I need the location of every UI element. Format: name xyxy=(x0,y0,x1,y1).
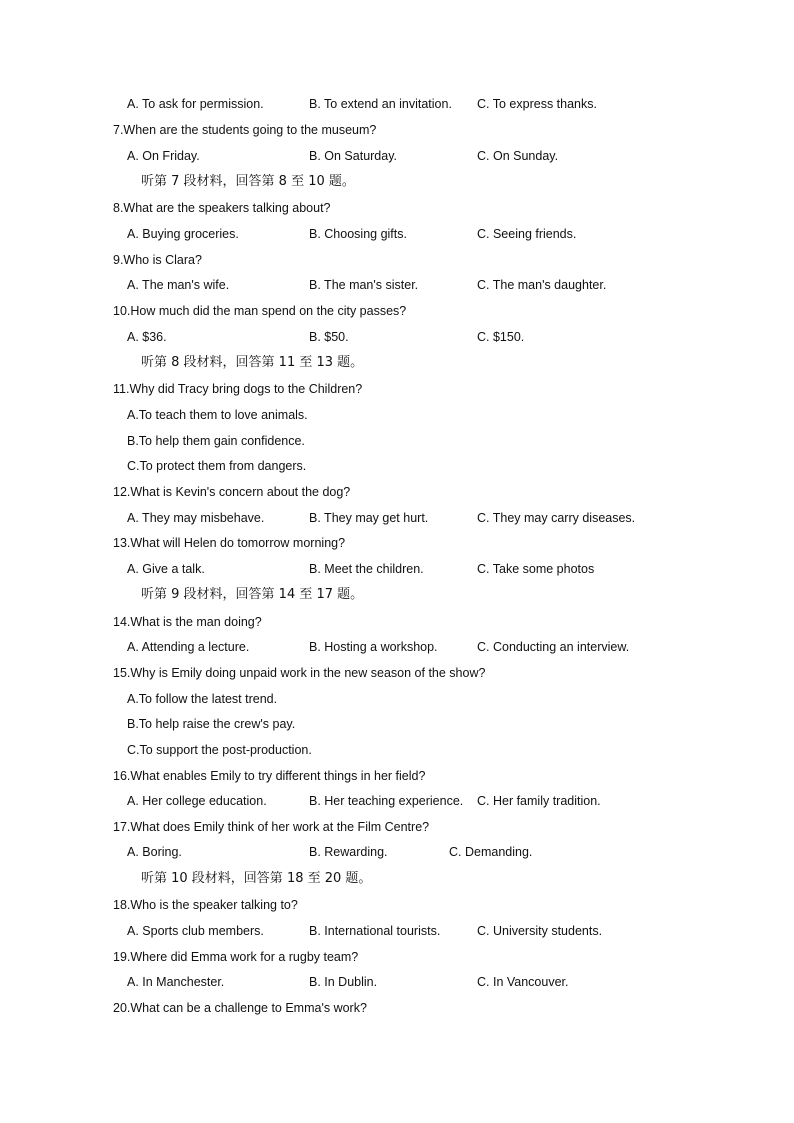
question-14: 14.What is the man doing? xyxy=(113,615,262,629)
q16-option-c: C. Her family tradition. xyxy=(477,794,601,808)
q11-option-a: A.To teach them to love animals. xyxy=(127,408,308,422)
q12-option-b: B. They may get hurt. xyxy=(309,511,429,525)
q8-option-c: C. Seeing friends. xyxy=(477,227,577,241)
q6-option-c: C. To express thanks. xyxy=(477,97,597,111)
q14-option-c: C. Conducting an interview. xyxy=(477,640,630,654)
section-8-instruction: 听第 8 段材料，回答第 11 至 13 题。 xyxy=(141,355,364,370)
section-9-instruction: 听第 9 段材料，回答第 14 至 17 题。 xyxy=(141,587,364,602)
q18-option-b: B. International tourists. xyxy=(309,924,441,938)
question-9: 9.Who is Clara? xyxy=(113,253,202,267)
q11-option-b: B.To help them gain confidence. xyxy=(127,434,305,448)
q19-option-a: A. In Manchester. xyxy=(127,975,225,989)
section-7-instruction: 听第 7 段材料，回答第 8 至 10 题。 xyxy=(141,174,355,189)
q11-option-c: C.To protect them from dangers. xyxy=(127,459,307,473)
question-13: 13.What will Helen do tomorrow morning? xyxy=(113,536,346,550)
q13-option-a: A. Give a talk. xyxy=(127,562,205,576)
question-8: 8.What are the speakers talking about? xyxy=(113,201,331,215)
q10-option-b: B. $50. xyxy=(309,330,349,344)
q12-option-a: A. They may misbehave. xyxy=(127,511,265,525)
q16-option-b: B. Her teaching experience. xyxy=(309,794,464,808)
q10-option-a: A. $36. xyxy=(127,330,167,344)
q19-option-b: B. In Dublin. xyxy=(309,975,378,989)
q12-option-c: C. They may carry diseases. xyxy=(477,511,636,525)
q18-option-c: C. University students. xyxy=(477,924,603,938)
q13-option-c: C. Take some photos xyxy=(477,562,595,576)
section-10-instruction: 听第 10 段材料，回答第 18 至 20 题。 xyxy=(141,871,372,886)
q14-option-a: A. Attending a lecture. xyxy=(127,640,250,654)
question-17: 17.What does Emily think of her work at the Film Centre? xyxy=(113,820,430,834)
q7-option-b: B. On Saturday. xyxy=(309,149,398,163)
question-18: 18.Who is the speaker talking to? xyxy=(113,898,298,912)
q6-option-a: A. To ask for permission. xyxy=(127,97,264,111)
q9-option-b: B. The man's sister. xyxy=(309,278,419,292)
question-16: 16.What enables Emily to try different things in her field? xyxy=(113,769,426,783)
q19-option-c: C. In Vancouver. xyxy=(477,975,569,989)
q17-option-a: A. Boring. xyxy=(127,845,182,859)
q7-option-a: A. On Friday. xyxy=(127,149,200,163)
q13-option-b: B. Meet the children. xyxy=(309,562,424,576)
q14-option-b: B. Hosting a workshop. xyxy=(309,640,438,654)
q15-option-b: B.To help raise the crew's pay. xyxy=(127,717,296,731)
question-19: 19.Where did Emma work for a rugby team? xyxy=(113,950,359,964)
question-12: 12.What is Kevin's concern about the dog? xyxy=(113,485,351,499)
q10-option-c: C. $150. xyxy=(477,330,525,344)
q8-option-b: B. Choosing gifts. xyxy=(309,227,407,241)
question-20: 20.What can be a challenge to Emma's work? xyxy=(113,1001,367,1015)
q8-option-a: A. Buying groceries. xyxy=(127,227,239,241)
q9-option-a: A. The man's wife. xyxy=(127,278,230,292)
question-15: 15.Why is Emily doing unpaid work in the new season of the show? xyxy=(113,666,486,680)
q18-option-a: A. Sports club members. xyxy=(127,924,264,938)
question-7: 7.When are the students going to the museum? xyxy=(113,123,377,137)
q9-option-c: C. The man's daughter. xyxy=(477,278,607,292)
q16-option-a: A. Her college education. xyxy=(127,794,267,808)
q17-option-b: B. Rewarding. xyxy=(309,845,388,859)
q15-option-a: A.To follow the latest trend. xyxy=(127,692,278,706)
question-10: 10.How much did the man spend on the city passes? xyxy=(113,304,407,318)
q7-option-c: C. On Sunday. xyxy=(477,149,559,163)
q15-option-c: C.To support the post-production. xyxy=(127,743,312,757)
q6-option-b: B. To extend an invitation. xyxy=(309,97,452,111)
question-11: 11.Why did Tracy bring dogs to the Children? xyxy=(113,382,363,396)
q17-option-c: C. Demanding. xyxy=(449,845,533,859)
